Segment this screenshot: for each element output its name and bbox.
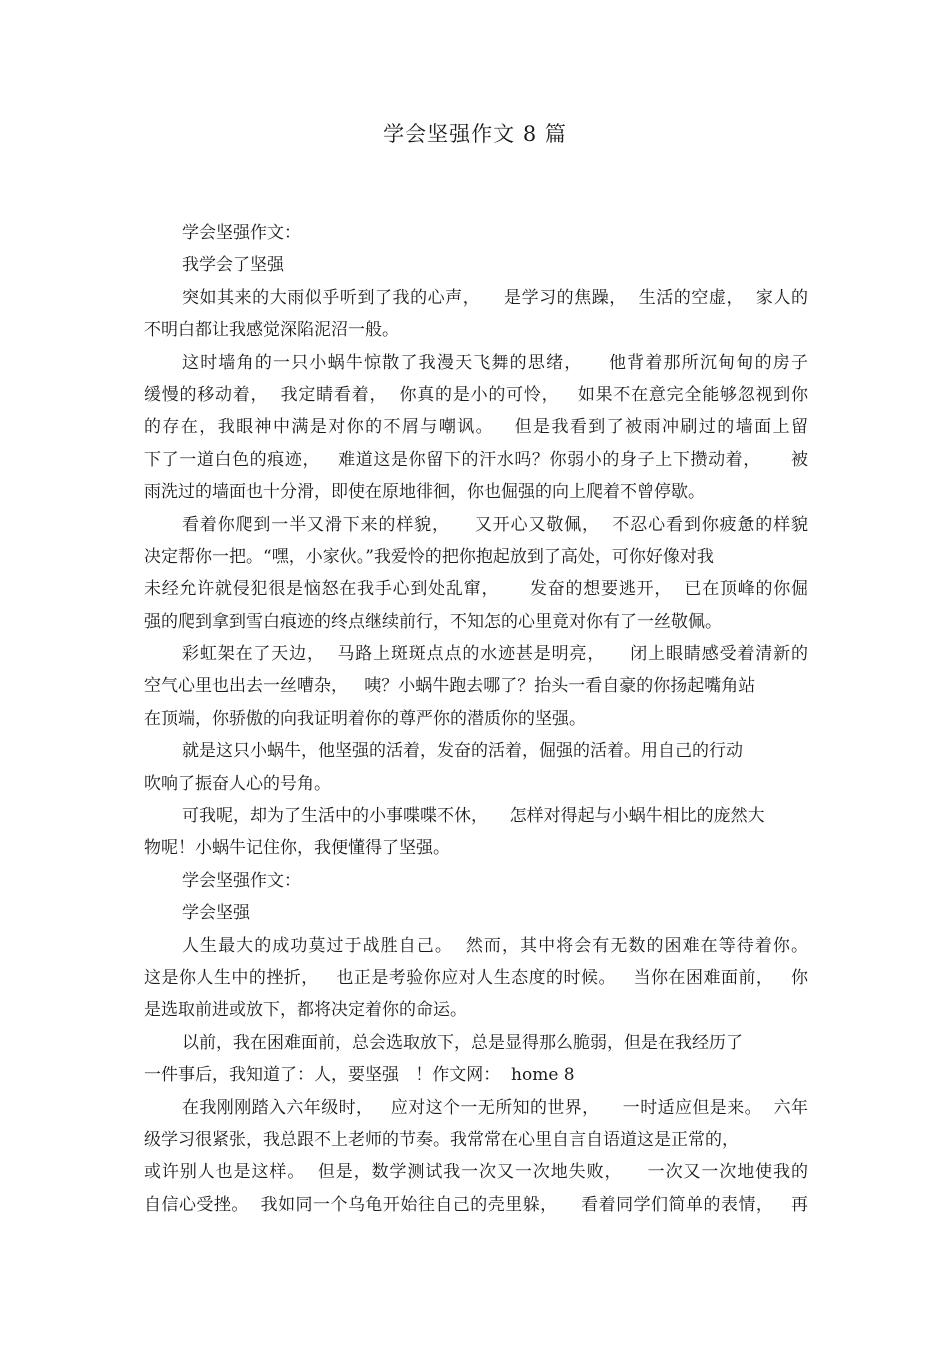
paragraph-line: 下了一道白色的痕迹， 难道这是你留下的汗水吗？你弱小的身子上下攒动着， 被 [144,449,808,470]
paragraph-line: 一件事后，我知道了：人，要坚强 ！作文网： home 8 [144,1065,575,1086]
paragraph-line: 就是这只小蜗牛，他坚强的活着，发奋的活着，倔强的活着。用自己的行动 [182,741,743,762]
paragraph-line: 人生最大的成功莫过于战胜自己。 然而，其中将会有无数的困难在等待着你。 [182,935,808,956]
paragraph-line: 的存在，我眼神中满是对你的不屑与嘲讽。 但是我看到了被雨冲刷过的墙面上留 [144,417,808,438]
paragraph-line: 缓慢的移动着， 我定睛看着， 你真的是小的可怜， 如果不在意完全能够忽视到你 [144,384,808,405]
essay-title: 学会坚强 [182,903,250,924]
paragraph-line: 这时墙角的一只小蜗牛惊散了我漫天飞舞的思绪， 他背着那所沉甸甸的房子 [182,352,808,373]
essay-title: 我学会了坚强 [182,255,284,276]
section-heading: 学会坚强作文： [182,870,301,891]
paragraph-line: 看着你爬到一半又滑下来的样貌， 又开心又敬佩， 不忍心看到你疲惫的样貌 [182,514,808,535]
paragraph-line: 在顶端，你骄傲的向我证明着你的尊严你的潜质你的坚强。 [144,708,586,729]
paragraph-line: 自信心受挫。 我如同一个乌龟开始往自己的壳里躲， 看着同学们简单的表情， 再 [144,1194,808,1215]
document-title: 学会坚强作文 8 篇 [383,122,567,146]
paragraph-line: 在我刚刚踏入六年级时， 应对这个一无所知的世界， 一时适应但是来。 六年 [182,1097,808,1118]
paragraph-line: 级学习很紧张，我总跟不上老师的节奏。我常常在心里自言自语道这是正常的， [144,1129,739,1150]
section-heading: 学会坚强作文： [182,223,301,243]
paragraph-line: 是选取前进或放下，都将决定着你的命运。 [144,1000,467,1021]
paragraph-line: 或许别人也是这样。 但是，数学测试我一次又一次地失败， 一次又一次地使我的 [144,1162,808,1183]
paragraph-line: 不明白都让我感觉深陷泥沼一般。 [144,320,399,341]
paragraph-line: 强的爬到拿到雪白痕迹的终点继续前行，不知怎的心里竟对你有了一丝敬佩。 [144,611,722,632]
paragraph-line: 这是你人生中的挫折， 也正是考验你应对人生态度的时候。 当你在困难面前， 你 [144,967,808,988]
paragraph-line: 突如其来的大雨似乎听到了我的心声， 是学习的焦躁， 生活的空虚， 家人的 [182,287,808,308]
paragraph-line: 未经允许就侵犯很是恼怒在我手心到处乱窜， 发奋的想要逃开， 已在顶峰的你倔 [144,579,808,600]
paragraph-line: 可我呢，却为了生活中的小事喋喋不休， 怎样对得起与小蜗牛相比的庞然大 [182,806,765,827]
paragraph-line: 彩虹架在了天边， 马路上斑斑点点的水迹甚是明亮， 闭上眼睛感受着清新的 [182,644,808,665]
paragraph-line: 决定帮你一把。“嘿，小家伙。”我爱怜的把你抱起放到了高处，可你好像对我 [144,546,714,567]
paragraph-line: 空气心里也出去一丝嘈杂， 咦？小蜗牛跑去哪了？抬头一看自豪的你扬起嘴角站 [144,676,756,697]
paragraph-line: 雨洗过的墙面也十分滑，即使在原地徘徊，你也倔强的向上爬着不曾停歇。 [144,482,705,503]
paragraph-line: 物呢！小蜗牛记住你，我便懂得了坚强。 [144,838,450,859]
paragraph-line: 吹响了振奋人心的号角。 [144,773,331,794]
document-body [144,217,808,1221]
paragraph-line: 以前，我在困难面前，总会选取放下，总是显得那么脆弱，但是在我经历了 [182,1032,743,1053]
